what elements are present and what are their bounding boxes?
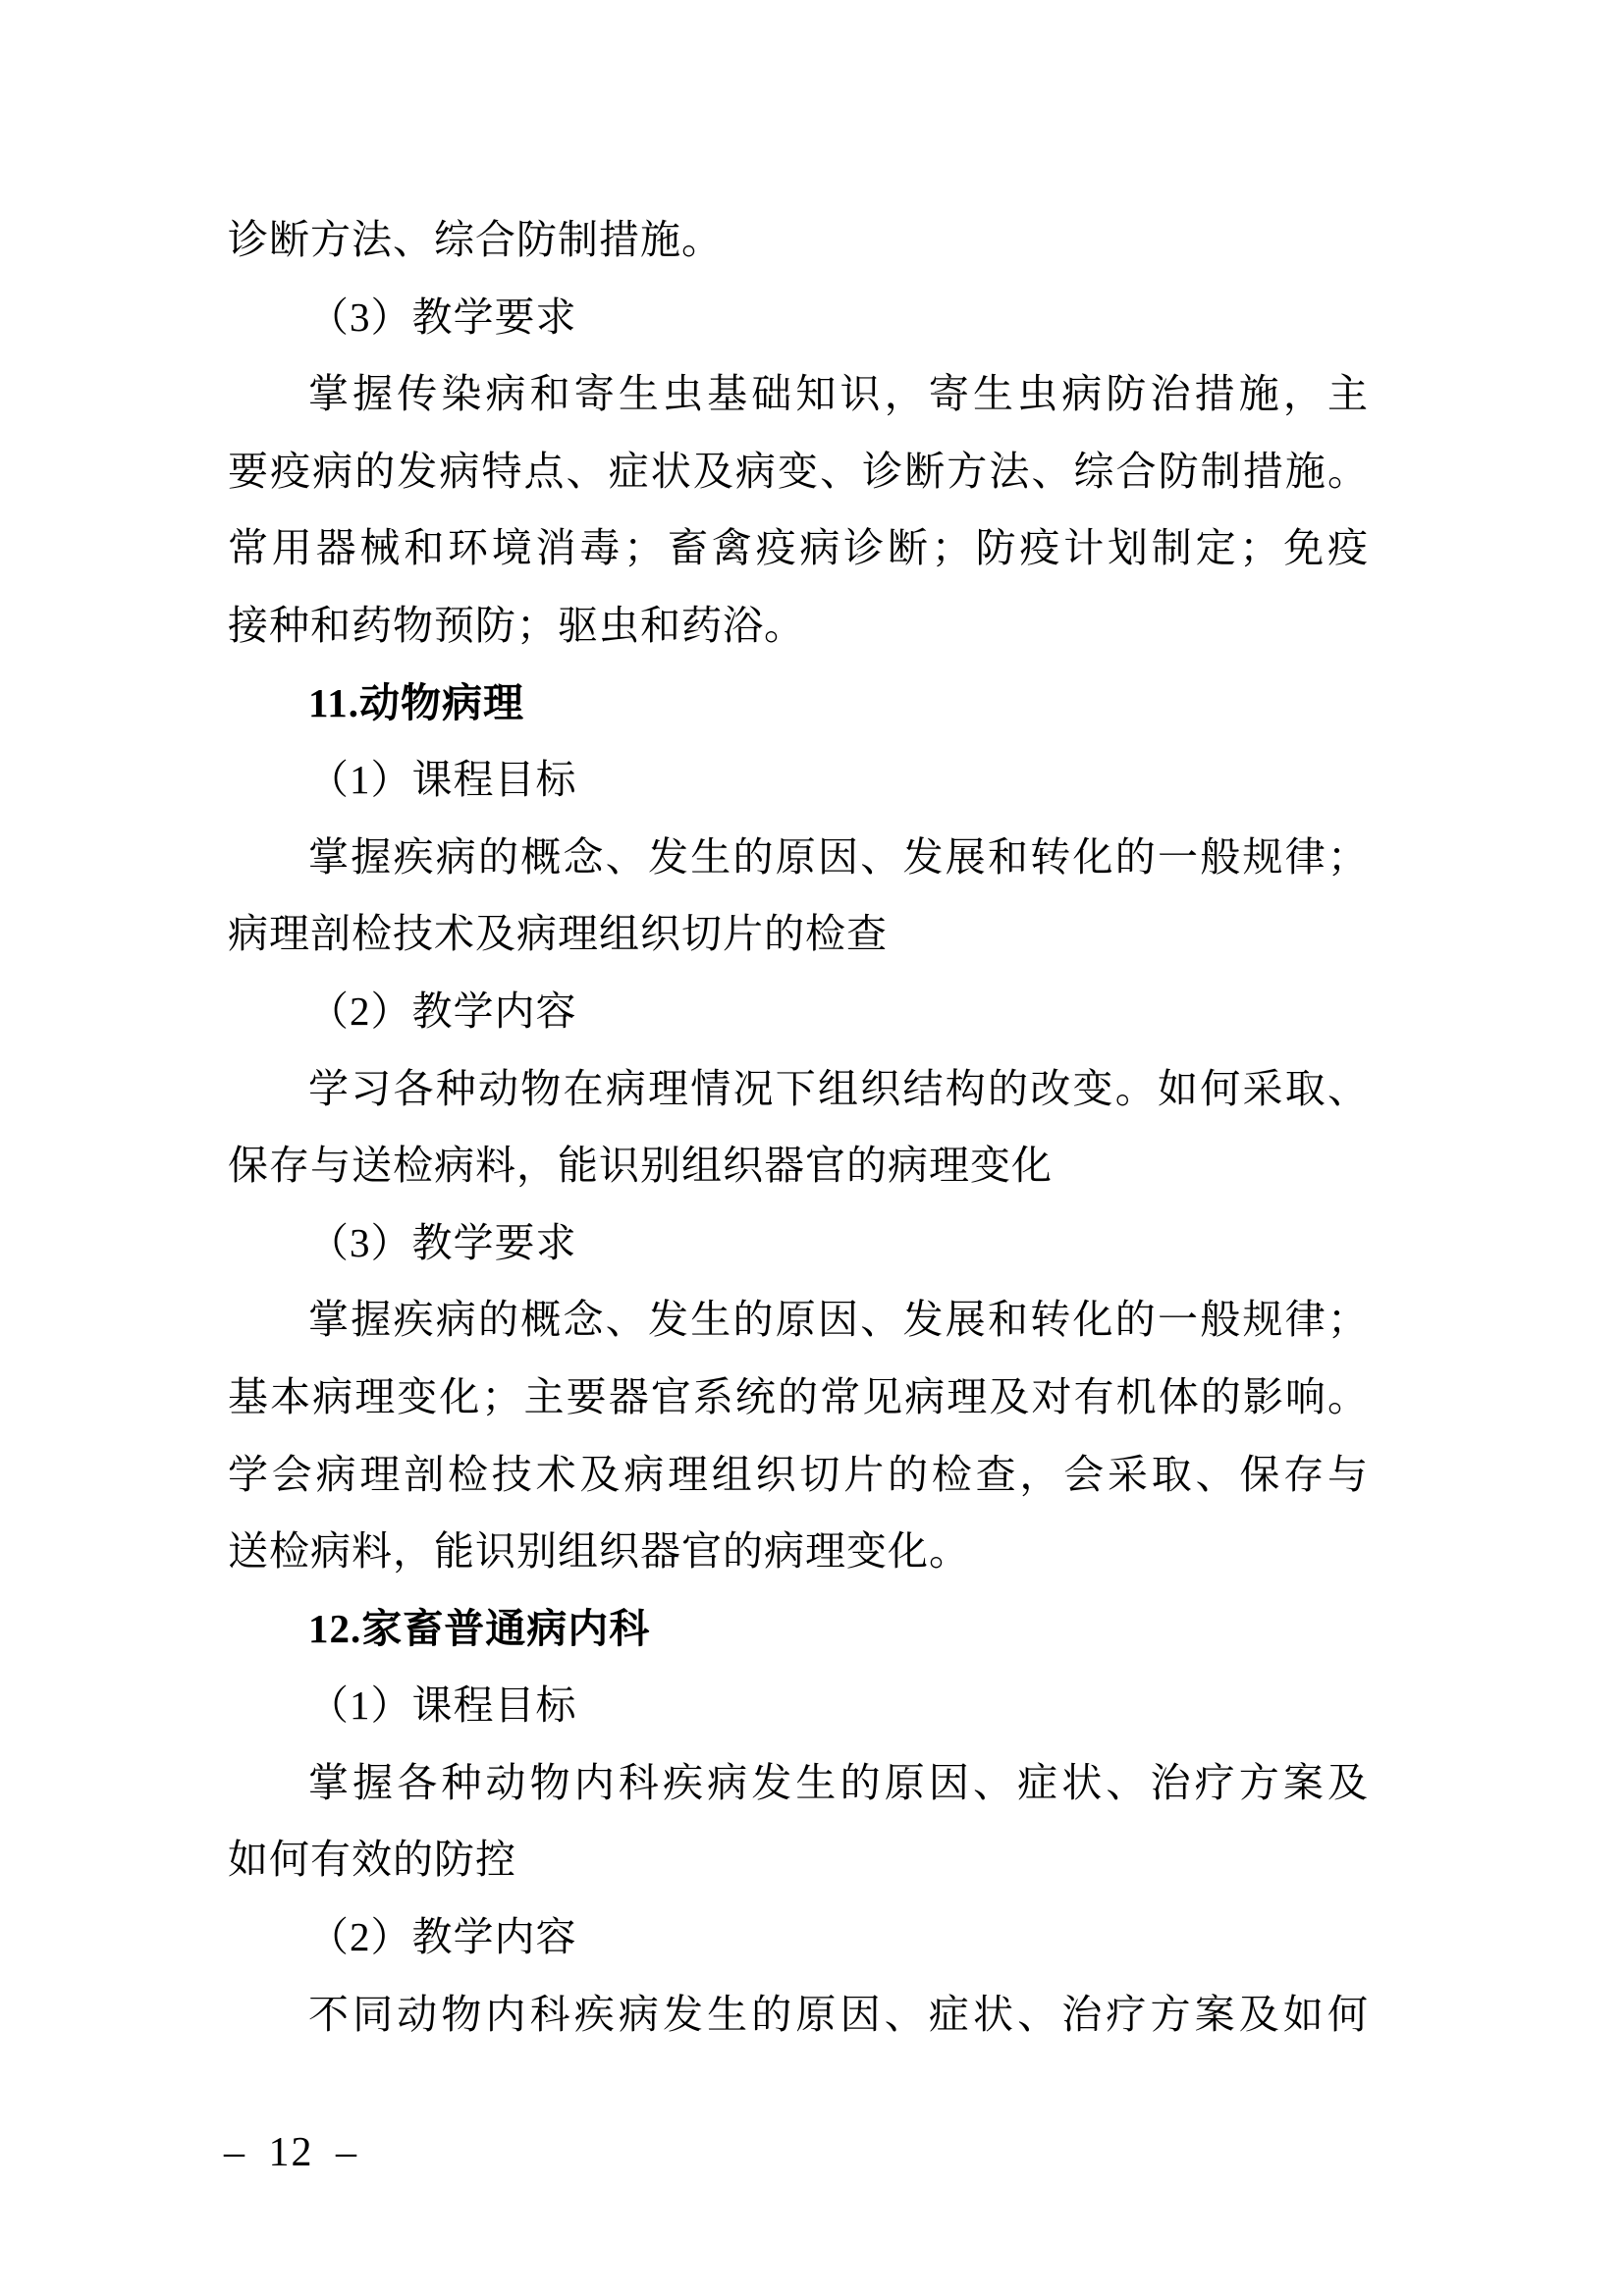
body-line: 不同动物内科疾病发生的原因、症状、治疗方案及如何 bbox=[308, 1991, 1368, 2037]
document-body bbox=[228, 201, 1368, 2053]
body-line: 病理剖检技术及病理组织切片的检查 bbox=[228, 911, 888, 957]
subheading-teaching-content: （2）教学内容 bbox=[308, 1914, 577, 1960]
body-line: 如何有效的防控 bbox=[228, 1837, 516, 1883]
subheading-teaching-requirements: （3）教学要求 bbox=[308, 1219, 577, 1265]
body-line: 常用器械和环境消毒；畜禽疫病诊断；防疫计划制定；免疫 bbox=[228, 525, 1368, 571]
body-line: 掌握疾病的概念、发生的原因、发展和转化的一般规律； bbox=[308, 1297, 1368, 1343]
body-line: 掌握传染病和寄生虫基础知识，寄生虫病防治措施，主 bbox=[308, 371, 1368, 417]
body-line: 送检病料，能识别组织器官的病理变化。 bbox=[228, 1528, 970, 1575]
section-heading-11: 11.动物病理 bbox=[308, 679, 524, 725]
subheading-course-objective: （1）课程目标 bbox=[308, 757, 577, 803]
body-line: 掌握疾病的概念、发生的原因、发展和转化的一般规律； bbox=[308, 833, 1368, 880]
body-line: 诊断方法、综合防制措施。 bbox=[228, 217, 723, 262]
body-line: 学会病理剖检技术及病理组织切片的检查，会采取、保存与 bbox=[228, 1451, 1368, 1497]
section-heading-12: 12.家畜普通病内科 bbox=[308, 1605, 651, 1651]
body-line: 基本病理变化；主要器官系统的常见病理及对有机体的影响。 bbox=[228, 1373, 1368, 1419]
body-line: 接种和药物预防；驱虫和药浴。 bbox=[228, 602, 805, 648]
body-line: 学习各种动物在病理情况下组织结构的改变。如何采取、 bbox=[308, 1065, 1368, 1111]
subheading-teaching-requirements: （3）教学要求 bbox=[308, 294, 577, 340]
body-line: 保存与送检病料，能识别组织器官的病理变化 bbox=[228, 1143, 1053, 1189]
subheading-teaching-content: （2）教学内容 bbox=[308, 988, 577, 1034]
body-line: 要疫病的发病特点、症状及病变、诊断方法、综合防制措施。 bbox=[228, 448, 1368, 494]
body-line: 掌握各种动物内科疾病发生的原因、症状、治疗方案及 bbox=[308, 1759, 1368, 1805]
page-number: – 12 – bbox=[224, 2130, 358, 2175]
subheading-course-objective: （1）课程目标 bbox=[308, 1682, 577, 1729]
